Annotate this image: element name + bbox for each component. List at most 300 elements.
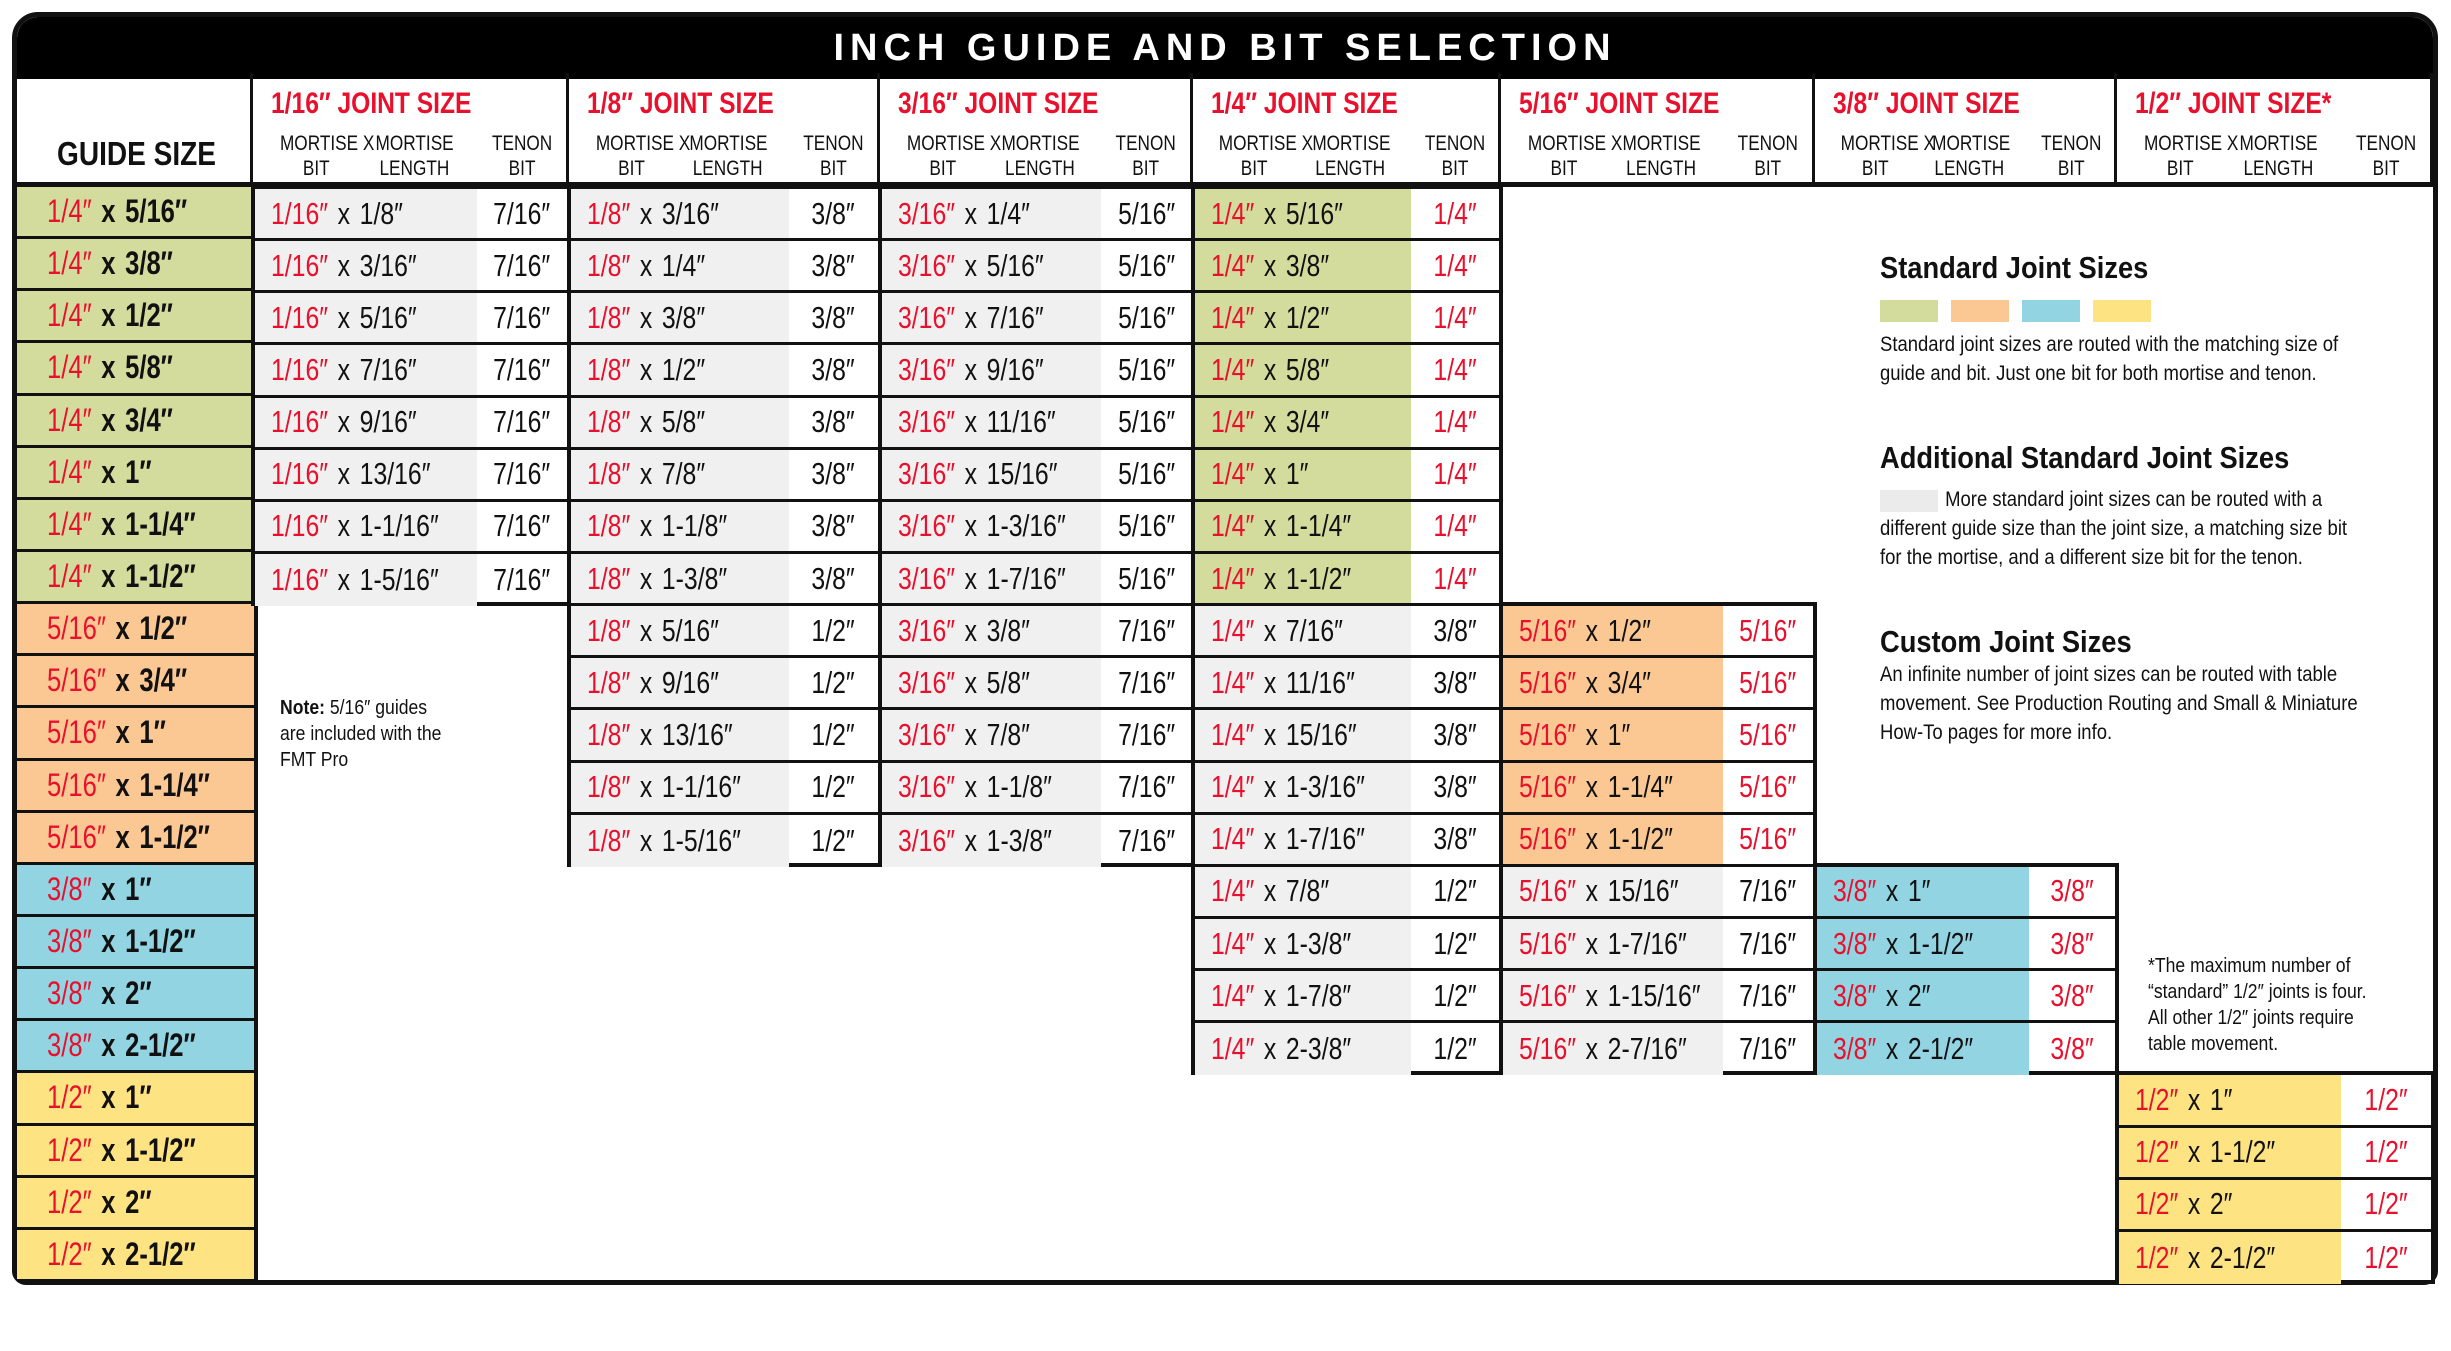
mortise-length: 1-1/8″ [661,508,728,544]
joint-row [255,293,567,345]
mortise-cell [571,606,789,655]
tenon-cell [1411,293,1499,342]
tenon-cell [1723,763,1813,812]
tenon-cell [789,502,878,551]
tenon-bit: 7/16″ [1117,716,1175,752]
guide-length: 2-1/2″ [125,1235,196,1272]
mortise-length: 1/4″ [661,247,706,283]
mortise-length: 1″ [1907,873,1931,909]
joint-row [1817,919,2115,971]
mortise-length: 2-3/8″ [1285,1031,1352,1067]
mortise-bit: 1/8″ [587,664,631,700]
mortise-cell [1817,867,2029,916]
times-sign: x [1585,664,1599,700]
guide-length: 2-1/2″ [125,1027,196,1064]
mortise-value [587,508,727,544]
guide-size-row [17,656,258,708]
joint-row [1195,971,1499,1023]
guide-length: 5/16″ [125,193,188,230]
guide-bit: 1/2″ [47,1131,92,1168]
times-sign: x [101,401,116,438]
tenon-bit: 3/8″ [2050,873,2094,909]
tenon-cell [2341,1232,2431,1284]
times-sign: x [2187,1134,2201,1170]
tenon-bit: 3/8″ [811,247,856,283]
mortise-length: 1/2″ [1285,299,1330,335]
guide-size-value [47,662,187,699]
guide-length: 5/8″ [125,349,173,386]
tenon-bit: 3/8″ [1433,821,1477,857]
guide-size-row [17,1126,258,1178]
tenon-cell [2029,919,2115,968]
legend-custom-title: Custom Joint Sizes [1880,624,2132,659]
times-sign: x [337,195,351,231]
times-sign: x [1885,977,1899,1013]
mortise-cell [1195,450,1411,499]
joint-row [882,293,1191,345]
times-sign: x [1263,508,1277,544]
tenon-bit: 7/16″ [493,404,551,440]
times-sign: x [101,193,116,230]
mortise-bit: 5/16″ [1519,769,1577,805]
tenon-cell [477,450,567,499]
mortise-cell [1195,502,1411,551]
note-label: Note: [280,697,325,719]
joint-row [882,658,1191,710]
joint-size-header [253,73,569,187]
tenon-bit: 1/4″ [1433,247,1477,283]
mortise-length: 1-7/16″ [1607,925,1687,961]
tenon-bit: 1/2″ [1433,873,1477,909]
times-sign: x [101,297,116,334]
tenon-bit: 3/8″ [811,560,856,596]
legend-swatch-yellow [2093,300,2151,322]
tenon-cell [1101,815,1191,867]
tenon-cell [477,293,567,342]
mortise-bit: 5/16″ [1519,873,1577,909]
mortise-cell [571,815,789,867]
joint-row [882,554,1191,606]
joint-row [571,241,878,293]
times-sign: x [101,558,116,595]
joint-row [1195,241,1499,293]
times-sign: x [1263,769,1277,805]
mortise-cell [1195,867,1411,916]
tenon-bit: 1/2″ [811,716,856,752]
tenon-cell [1101,241,1191,290]
guide-size-row [17,969,258,1021]
times-sign: x [337,404,351,440]
mortise-value [587,404,705,440]
joint-size-block [1191,185,1503,1075]
mortise-length: 9/16″ [986,351,1044,387]
times-sign: x [337,456,351,492]
tenon-bit: 1/2″ [811,769,856,805]
tenon-cell [1101,554,1191,603]
mortise-bit: 1/8″ [587,716,631,752]
mortise-value [587,665,719,701]
mortise-value [2135,1134,2275,1170]
joint-row [1195,710,1499,762]
mortise-value [271,300,417,336]
mortise-length: 5/16″ [359,299,417,335]
times-sign: x [639,195,653,231]
mortise-value [898,300,1044,336]
joint-row [882,815,1191,867]
legend-standard-text: Standard joint sizes are routed with the matching size of guide and bit. Just one bit for both mortise and tenon. [1880,333,2339,385]
tenon-bit: 5/16″ [1739,664,1797,700]
joint-row [571,606,878,658]
joint-row [255,502,567,554]
mortise-value [1211,665,1355,701]
mortise-length: 3/8″ [986,612,1030,648]
tenon-cell [1411,815,1499,864]
times-sign: x [639,560,653,596]
mortise-value [1211,561,1351,597]
times-sign: x [1263,664,1277,700]
times-sign: x [1585,769,1599,805]
mortise-cell [571,398,789,447]
guide-size-row [17,343,258,395]
tenon-bit: 7/16″ [493,351,551,387]
tenon-cell [1101,502,1191,551]
guide-length: 1/2″ [125,297,173,334]
mortise-cell [882,189,1101,238]
tenon-bit: 1/2″ [811,822,856,858]
mortise-length: 11/16″ [986,404,1056,440]
times-sign: x [101,1235,116,1272]
mortise-value [1833,1031,1973,1067]
mortise-length-label: MORTISE LENGTH [375,132,454,180]
tenon-cell [477,241,567,290]
guide-bit: 5/16″ [47,610,106,647]
mortise-length: 2″ [1907,977,1931,1013]
guide-size-row [17,1230,258,1282]
mortise-cell [882,710,1101,759]
tenon-cell [1723,658,1813,707]
joint-row [1195,345,1499,397]
mortise-length: 1-3/8″ [1285,925,1352,961]
mortise-length: 11/16″ [1285,664,1355,700]
tenon-cell [789,658,878,707]
guide-size-row [17,448,258,500]
guide-length: 3/4″ [125,401,173,438]
tenon-bit: 7/16″ [493,456,551,492]
joint-row [882,398,1191,450]
mortise-cell [1503,606,1723,655]
times-sign: x [337,299,351,335]
tenon-cell [1411,658,1499,707]
guide-length: 1-1/2″ [125,558,196,595]
mortise-cell [1195,658,1411,707]
mortise-bit: 1/4″ [1211,195,1255,231]
mortise-cell [571,763,789,812]
tenon-cell [477,554,567,606]
mortise-cell [571,450,789,499]
mortise-length: 1″ [2209,1081,2233,1117]
joint-row [571,398,878,450]
mortise-bit-label: MORTISE X BIT [595,132,690,180]
times-sign: x [1263,560,1277,596]
mortise-length: 1-15/16″ [1607,977,1701,1013]
tenon-cell [789,815,878,867]
times-sign: x [964,612,978,648]
mortise-value [898,352,1044,388]
guide-size-header [17,73,253,187]
tenon-bit: 3/8″ [1433,664,1477,700]
guide-length: 1-1/2″ [125,923,196,960]
times-sign: x [639,822,653,858]
mortise-value [271,196,403,232]
mortise-value [1211,352,1329,388]
tenon-bit: 1/2″ [2364,1239,2408,1275]
tenon-cell [1101,189,1191,238]
tenon-bit: 5/16″ [1739,716,1797,752]
mortise-bit: 1/4″ [1211,1031,1255,1067]
mortise-bit: 1/8″ [587,299,631,335]
times-sign: x [101,923,116,960]
guide-length: 1″ [125,1079,152,1116]
times-sign: x [1585,612,1599,648]
times-sign: x [964,299,978,335]
tenon-bit: 5/16″ [1117,195,1175,231]
mortise-bit: 5/16″ [1519,664,1577,700]
guide-size-label: GUIDE SIZE [57,135,216,172]
joint-size-header [880,73,1193,187]
mortise-bit: 1/16″ [271,456,329,492]
mortise-value [898,613,1030,649]
tenon-cell [1411,241,1499,290]
joint-size-header [569,73,880,187]
tenon-cell [789,189,878,238]
mortise-value [898,769,1052,805]
mortise-cell [1195,815,1411,864]
tenon-cell [1723,606,1813,655]
times-sign: x [1263,821,1277,857]
mortise-value [1211,613,1343,649]
times-sign: x [639,769,653,805]
times-sign: x [964,822,978,858]
tenon-cell [1411,919,1499,968]
mortise-cell [1503,1023,1723,1075]
mortise-value [898,196,1030,232]
mortise-length: 3/4″ [1285,404,1330,440]
mortise-cell [255,189,477,238]
mortise-bit: 5/16″ [1519,1031,1577,1067]
mortise-bit: 1/4″ [1211,351,1255,387]
mortise-cell [882,345,1101,394]
mortise-bit: 1/4″ [1211,456,1255,492]
mortise-value [898,248,1044,284]
joint-row [882,345,1191,397]
guide-bit: 5/16″ [47,714,106,751]
mortise-bit: 1/2″ [2135,1239,2179,1275]
times-sign: x [337,351,351,387]
mortise-value [1519,821,1673,857]
tenon-bit: 7/16″ [1117,664,1175,700]
joint-row [571,293,878,345]
times-sign: x [1885,1031,1899,1067]
times-sign: x [115,662,130,699]
mortise-value [1833,926,1973,962]
mortise-bit: 1/8″ [587,195,631,231]
mortise-cell [1503,971,1723,1020]
joint-row [571,763,878,815]
guide-bit: 1/2″ [47,1183,92,1220]
mortise-length: 1-3/8″ [986,822,1052,858]
tenon-bit-label: TENON BIT [1115,132,1177,180]
joint-row [1195,867,1499,919]
mortise-length: 1-7/16″ [986,560,1066,596]
tenon-bit: 5/16″ [1739,769,1797,805]
tenon-cell [1411,189,1499,238]
mortise-bit: 3/16″ [898,351,956,387]
mortise-cell [1195,971,1411,1020]
joint-size-block [251,185,571,606]
mortise-bit: 1/4″ [1211,299,1255,335]
mortise-bit: 5/16″ [1519,821,1577,857]
times-sign: x [639,716,653,752]
joint-row [1503,606,1813,658]
mortise-length: 2-1/2″ [1907,1031,1974,1067]
mortise-cell [571,189,789,238]
mortise-cell [1195,1023,1411,1075]
tenon-bit: 3/8″ [811,195,856,231]
tenon-bit: 3/8″ [2050,925,2094,961]
mortise-value [587,823,741,859]
mortise-cell [255,241,477,290]
joint-row [1195,398,1499,450]
tenon-bit: 5/16″ [1117,560,1175,596]
mortise-cell [1195,919,1411,968]
tenon-bit: 1/2″ [2364,1134,2408,1170]
legend-custom-text: An infinite number of joint sizes can be routed with table movement. See Production Routing and Small & Miniature How-To pages for more info. [1880,663,2358,744]
guide-size-value [47,506,196,543]
tenon-cell [1723,867,1813,916]
guide-bit: 5/16″ [47,662,106,699]
joint-size-block [1499,602,1817,1075]
joint-row [1503,919,1813,971]
times-sign: x [1585,925,1599,961]
joint-row [255,554,567,606]
mortise-cell [1195,763,1411,812]
mortise-value [898,508,1066,544]
tenon-bit: 7/16″ [1739,1031,1797,1067]
tenon-bit: 3/8″ [811,404,856,440]
mortise-bit: 1/8″ [587,612,631,648]
times-sign: x [337,247,351,283]
tenon-bit: 1/2″ [811,612,856,648]
joint-row [882,502,1191,554]
times-sign: x [964,456,978,492]
times-sign: x [1263,873,1277,909]
legend-standard-title: Standard Joint Sizes [1880,250,2149,285]
mortise-cell [2119,1128,2341,1177]
times-sign: x [1263,299,1277,335]
tenon-bit: 3/8″ [1433,612,1477,648]
tenon-bit: 1/2″ [811,664,856,700]
guide-bit: 1/4″ [47,297,92,334]
guide-size-value [47,454,152,491]
tenon-cell [789,606,878,655]
times-sign: x [101,349,116,386]
mortise-length-label: MORTISE LENGTH [1931,132,2011,180]
joint-row [1817,971,2115,1023]
mortise-bit: 5/16″ [1519,612,1577,648]
mortise-length: 3/4″ [1607,664,1651,700]
times-sign: x [101,245,116,282]
joint-row [255,398,567,450]
joint-row [255,189,567,241]
tenon-cell [789,763,878,812]
tenon-cell [789,293,878,342]
tenon-cell [477,345,567,394]
mortise-value [1833,978,1930,1014]
mortise-bit: 1/4″ [1211,977,1255,1013]
mortise-value [1519,717,1630,753]
times-sign: x [1585,1031,1599,1067]
mortise-cell [882,398,1101,447]
mortise-length: 1-5/16″ [661,822,741,858]
mortise-value [1211,717,1357,753]
mortise-value [1519,769,1673,805]
mortise-bit-label: MORTISE X BIT [2143,132,2239,180]
guide-size-value [47,975,152,1012]
mortise-value [587,352,705,388]
mortise-cell [882,241,1101,290]
mortise-cell [571,502,789,551]
tenon-cell [789,398,878,447]
times-sign: x [115,766,130,803]
mortise-bit: 1/16″ [271,404,329,440]
tenon-bit: 7/16″ [1739,925,1797,961]
guide-bit: 1/4″ [47,193,92,230]
tenon-bit: 5/16″ [1117,456,1175,492]
tenon-cell [2341,1075,2431,1124]
times-sign: x [639,508,653,544]
mortise-length: 1-1/4″ [1607,769,1673,805]
mortise-bit: 1/16″ [271,247,329,283]
mortise-value [1519,873,1679,909]
tenon-bit: 5/16″ [1117,247,1175,283]
mortise-length: 7/16″ [986,299,1044,335]
times-sign: x [639,456,653,492]
guide-size-value [47,819,210,856]
mortise-bit-label: MORTISE X BIT [906,132,1002,180]
times-sign: x [964,716,978,752]
mortise-cell [1195,398,1411,447]
mortise-length: 2″ [2209,1186,2233,1222]
joint-row [1195,189,1499,241]
joint-size-header [2117,73,2433,187]
mortise-value [1833,873,1930,909]
mortise-value [587,561,727,597]
mortise-cell [1195,710,1411,759]
joint-row [1195,606,1499,658]
mortise-length: 1″ [1285,456,1309,492]
joint-row [571,554,878,606]
mortise-cell [882,293,1101,342]
times-sign: x [964,351,978,387]
joint-row [882,189,1191,241]
mortise-bit: 3/16″ [898,769,956,805]
tenon-bit: 5/16″ [1739,821,1797,857]
guide-bit: 3/8″ [47,975,92,1012]
mortise-cell [1503,919,1723,968]
times-sign: x [1263,925,1277,961]
mortise-bit: 5/16″ [1519,716,1577,752]
mortise-length: 1″ [1607,716,1631,752]
